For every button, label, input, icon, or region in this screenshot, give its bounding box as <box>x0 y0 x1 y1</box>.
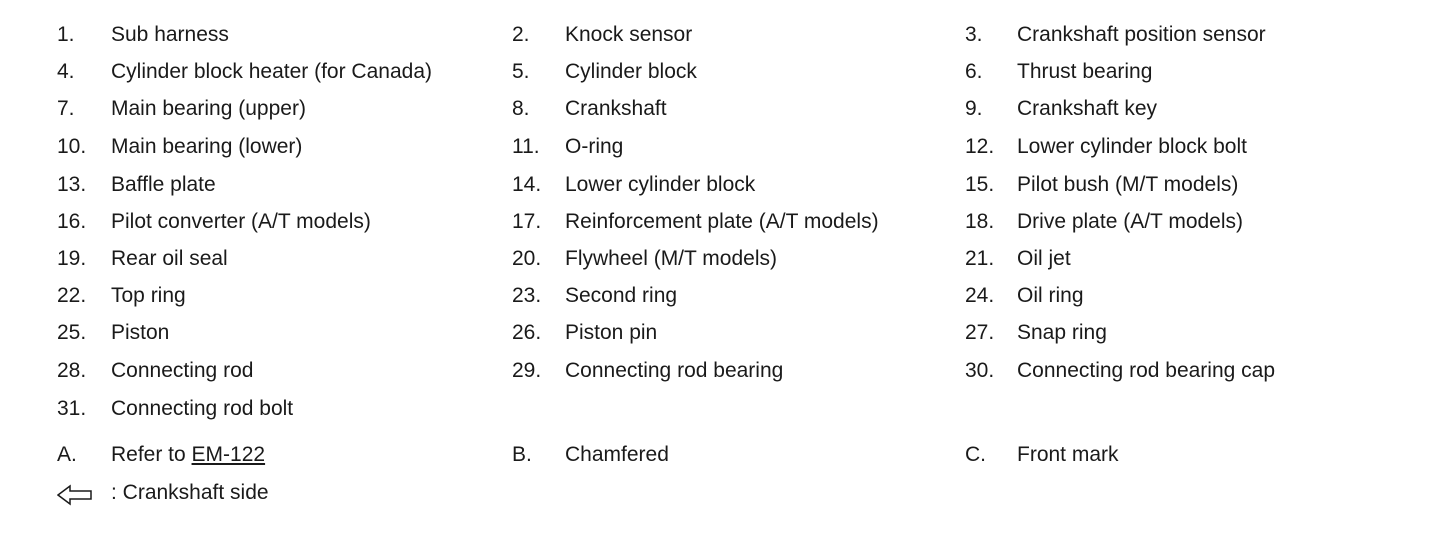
item-number: 14. <box>512 173 542 196</box>
item-number: 22. <box>57 284 87 307</box>
item-number: 7. <box>57 97 75 120</box>
item-number: 21. <box>965 247 995 270</box>
note-b-label: Chamfered <box>565 443 669 466</box>
item-number: 11. <box>512 135 540 158</box>
item-label: Knock sensor <box>565 23 693 46</box>
note-a-prefix: Refer to <box>111 443 186 466</box>
item-label: Drive plate (A/T models) <box>1017 210 1244 233</box>
item-label: Crankshaft key <box>1017 97 1158 120</box>
item-label: Main bearing (upper) <box>111 97 306 120</box>
item-label: Oil ring <box>1017 284 1084 307</box>
legend-row <box>0 244 1456 274</box>
legend-row <box>0 57 1456 87</box>
item-label: Second ring <box>565 284 678 307</box>
item-number: 1. <box>57 23 75 46</box>
item-label: Crankshaft position sensor <box>1017 23 1266 46</box>
item-number: 24. <box>965 284 995 307</box>
item-label: Baffle plate <box>111 173 216 196</box>
item-number: 16. <box>57 210 87 233</box>
item-number: 18. <box>965 210 995 233</box>
item-number: 30. <box>965 359 995 382</box>
item-number: 23. <box>512 284 542 307</box>
item-label: Thrust bearing <box>1017 60 1153 83</box>
item-label: Lower cylinder block bolt <box>1017 135 1247 158</box>
item-label: Connecting rod <box>111 359 254 382</box>
item-label: Rear oil seal <box>111 247 228 270</box>
note-b-letter: B. <box>512 443 532 466</box>
symbol-row <box>0 478 1456 508</box>
item-number: 8. <box>512 97 530 120</box>
note-c-label: Front mark <box>1017 443 1119 466</box>
item-number: 27. <box>965 321 995 344</box>
item-label: Crankshaft <box>565 97 667 120</box>
item-label: Piston pin <box>565 321 658 344</box>
item-number: 2. <box>512 23 530 46</box>
item-number: 3. <box>965 23 983 46</box>
em-122-link[interactable]: EM-122 <box>191 443 266 466</box>
item-number: 25. <box>57 321 87 344</box>
item-label: Top ring <box>111 284 186 307</box>
item-label: Connecting rod bolt <box>111 397 294 420</box>
legend-row <box>0 394 1456 424</box>
item-number: 15. <box>965 173 995 196</box>
item-number: 13. <box>57 173 87 196</box>
note-c-letter: C. <box>965 443 986 466</box>
item-number: 4. <box>57 60 75 83</box>
item-number: 28. <box>57 359 87 382</box>
item-label: Flywheel (M/T models) <box>565 247 777 270</box>
legend-row <box>0 207 1456 237</box>
item-label: Cylinder block <box>565 60 697 83</box>
item-number: 9. <box>965 97 983 120</box>
legend-row <box>0 132 1456 162</box>
item-number: 29. <box>512 359 542 382</box>
item-label: Lower cylinder block <box>565 173 756 196</box>
legend-row <box>0 318 1456 348</box>
item-number: 6. <box>965 60 983 83</box>
item-label: O-ring <box>565 135 624 158</box>
item-label: Pilot bush (M/T models) <box>1017 173 1239 196</box>
crankshaft-side-label: : Crankshaft side <box>111 481 269 504</box>
item-label: Connecting rod bearing cap <box>1017 359 1276 382</box>
legend-row <box>0 20 1456 50</box>
item-number: 10. <box>57 135 87 158</box>
legend-row <box>0 170 1456 200</box>
legend-row <box>0 94 1456 124</box>
notes-row <box>0 440 1456 470</box>
item-number: 26. <box>512 321 542 344</box>
item-label: Reinforcement plate (A/T models) <box>565 210 879 233</box>
note-a-text <box>111 440 265 470</box>
item-label: Piston <box>111 321 170 344</box>
note-a-letter: A. <box>57 443 77 466</box>
item-label: Main bearing (lower) <box>111 135 303 158</box>
item-number: 5. <box>512 60 530 83</box>
legend-row <box>0 356 1456 386</box>
item-label: Connecting rod bearing <box>565 359 784 382</box>
hollow-left-arrow-icon <box>57 484 93 506</box>
item-label: Pilot converter (A/T models) <box>111 210 371 233</box>
item-label: Oil jet <box>1017 247 1071 270</box>
item-number: 17. <box>512 210 542 233</box>
item-number: 19. <box>57 247 87 270</box>
item-label: Sub harness <box>111 23 229 46</box>
item-number: 12. <box>965 135 995 158</box>
item-label: Cylinder block heater (for Canada) <box>111 60 432 83</box>
legend-row <box>0 281 1456 311</box>
item-label: Snap ring <box>1017 321 1107 344</box>
item-number: 31. <box>57 397 87 420</box>
item-number: 20. <box>512 247 542 270</box>
